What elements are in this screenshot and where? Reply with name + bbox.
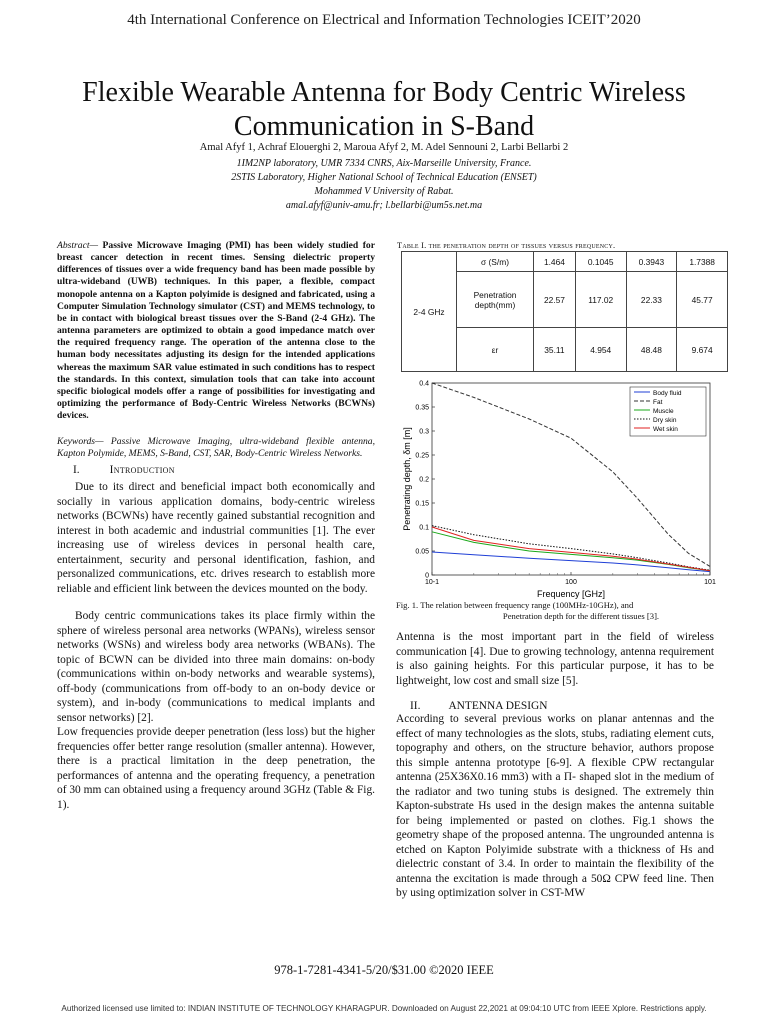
table-row	[402, 252, 728, 272]
value-cell: 9.674	[677, 328, 728, 372]
penetration-table	[401, 251, 728, 372]
x-tick-label: 10-1	[424, 579, 440, 586]
title-line-1: Flexible Wearable Antenna for Body Centric Wireless	[82, 77, 686, 108]
x-axis-label: Frequency [GHz]	[536, 589, 606, 599]
y-tick-label: 0.3	[419, 428, 429, 436]
y-tick-label: 0.4	[419, 380, 429, 388]
value-cell: 35.11	[534, 328, 576, 372]
table-caption: Table I. the penetration depth of tissues versus frequency.	[397, 241, 616, 250]
left-column	[57, 240, 375, 812]
intro-paragraph-1: Due to its direct and beneficial impact both economically and socially in various application domains, body-centric wireless networks (BCWNs) have recently gained substantial recognition and interest in both academic and industrial communities [1]. The ever increasing use of wireless devices in personal health care, entertainment, security and personal identification, fashion, and personalized communications, etc. drives research to establish more reliable and efficient link between the devices mounted on the body.	[57, 481, 375, 595]
antenna-design-paragraph: According to several previous works on planar antennas and the effect of many technologies as the slots, stubs, radiating element cuts, topography and others, on the structure behavior, authors propose this simple antenna prototype [6-9]. A flexible CPW rectangular antenna (25X36X0.16 mm3) with a Π- shaped slot in the medium of the radiator and two tuning stubs is designed. The extremely thin Kapton-substrate Hs used in the design makes the antenna suitable for being implemented or pasted on clothes. Fig.1 shows the geometry shape of the proposed antenna. The ungrounded antenna is etched on Kapton Polyimide substrate with a thickness of Hs and dielectric constant of 3.4. In order to maintain the flexibility of the antenna the excitation is made through a 50Ω CPW feed line. Then by using optimization solver in CST-MW	[396, 713, 714, 899]
value-cell: 22.57	[534, 272, 576, 328]
figure-caption-line-1: Fig. 1. The relation between frequency range (100MHz-10GHz), and	[396, 600, 634, 610]
section-number: I.	[73, 464, 80, 477]
introduction-body	[57, 480, 375, 812]
author-list: Amal Afyf 1, Achraf Elouerghi 2, Maroua Afyf 2, M. Adel Sennouni 2, Larbi Bellarbi 2	[199, 142, 569, 153]
intro-paragraph-3: Low frequencies provide deeper penetration (less loss) but the higher frequencies offer better range resolution (smaller antenna). However, there is a practical limitation in the deep penetration, the performances of antenna and the operating frequency, a penetration of 30 mm can obtained using a frequency around 3GHz (Table & Fig. 1).	[57, 726, 375, 811]
y-tick-label: 0.25	[415, 452, 429, 460]
penetration-depth-chart	[398, 377, 718, 609]
legend-label: Wet skin	[653, 426, 678, 433]
title-line-2: Communication in S-Band	[233, 111, 535, 142]
value-cell: 1.464	[534, 252, 576, 272]
x-tick-label: 101	[704, 579, 716, 586]
paper-title	[20, 76, 748, 144]
affiliation-2: 2STIS Laboratory, Higher National School of Technical Education (ENSET)	[231, 172, 537, 183]
section-number: II.	[410, 700, 421, 712]
right-column	[396, 630, 714, 901]
row-label-cell: Penetration depth(mm)	[457, 272, 534, 328]
affiliations	[0, 157, 768, 213]
section-heading-antenna-design	[396, 700, 714, 712]
value-cell: 0.3943	[626, 252, 677, 272]
section-title: Introduction	[109, 464, 175, 477]
license-footer: Authorized licensed use limited to: INDIAN INSTITUTE OF TECHNOLOGY KHARAGPUR. Downloaded on August 22,2021 at 09:04:10 UTC from IEEE Xplore. Restrictions apply.	[61, 1004, 707, 1013]
legend-label: Dry skin	[653, 417, 677, 424]
value-cell: 45.77	[677, 272, 728, 328]
row-label-cell: σ (S/m)	[457, 252, 534, 272]
abstract	[57, 240, 375, 422]
row-label-cell: εr	[457, 328, 534, 372]
y-axis-label: Penetrating depth, δm [m]	[402, 427, 412, 531]
legend-label: Fat	[653, 399, 663, 406]
figure-caption-line-2: Penetration depth for the different tissues [3].	[502, 611, 660, 621]
affiliation-1: 1IM2NP laboratory, UMR 7334 CNRS, Aix-Marseille University, France.	[236, 158, 532, 169]
abstract-label: Abstract—	[57, 240, 99, 251]
band-cell: 2-4 GHz	[402, 252, 457, 372]
abstract-text: Passive Microwave Imaging (PMI) has been widely studied for breast cancer detection in recent times. Sensing dielectric property differences of tissues over a wide frequency band has been made possible by ultra-wideband (UWB) techniques. In this paper, a flexible, compact monopole antenna on a Kapton polyimide is designed and fabricated, using a Computer Simulation Technology simulator (CST) and MEMS technology, to be in contact with biological breast tissues over the S-Band (2-4 GHz). The antenna parameters are optimized to obtain a good impedance match over the required frequency range. The operation of the antenna close to the human body necessitates adjusting its design for the intended applications whereas the maximum SAR value estimated in such conditions has to respect the standards. In this context, simulation tools that can take into account specific biological models offer a range of possibilities for investigating and optimizing the performance of Body-Centric Wireless Networks (BCWNs) devices.	[57, 240, 375, 422]
value-cell: 22.33	[626, 272, 677, 328]
author-emails: amal.afyf@univ-amu.fr; l.bellarbi@um5s.net.ma	[285, 200, 483, 211]
legend-label: Body fluid	[653, 390, 682, 397]
y-tick-label: 0.2	[419, 476, 429, 484]
section-title: ANTENNA DESIGN	[448, 700, 548, 712]
value-cell: 0.1045	[575, 252, 626, 272]
y-tick-label: 0.05	[415, 548, 429, 556]
isbn-line: 978-1-7281-4341-5/20/$31.00 ©2020 IEEE	[274, 963, 494, 977]
legend-label: Muscle	[653, 408, 674, 415]
y-tick-label: 0.35	[415, 404, 429, 412]
x-tick-label: 100	[565, 579, 577, 586]
keywords: Keywords— Passive Microwave Imaging, ultra-wideband flexible antenna, Kapton Polymide, MEMS, S-Band, CST, SAR, Body-Centric Wireless Networks.	[57, 436, 375, 460]
y-tick-label: 0.1	[419, 524, 429, 532]
figure-caption	[396, 600, 736, 622]
affiliation-3: Mohammed V University of Rabat.	[314, 186, 454, 197]
y-tick-label: 0	[425, 572, 429, 580]
value-cell: 117.02	[575, 272, 626, 328]
value-cell: 1.7388	[677, 252, 728, 272]
value-cell: 48.48	[626, 328, 677, 372]
intro-paragraph-2: Body centric communications takes its place firmly within the sphere of wireless personal area networks (WPANs), wireless sensor networks (WSNs) and wireless body area networks (WBANs). The topic of BCWN can be divided into three main domains: on-body (communications within on-body networks and wearable systems), off-body (communications from off-body to an on-body device or system), and in-body (communications to medical implants and sensor networks) [2].	[57, 610, 375, 724]
value-cell: 4.954	[575, 328, 626, 372]
conference-header: 4th International Conference on Electrical and Information Technologies ICEIT’2020	[127, 12, 641, 28]
section-heading-introduction	[57, 464, 375, 476]
y-tick-label: 0.15	[415, 500, 429, 508]
right-paragraph-1: Antenna is the most important part in the field of wireless communication [4]. Due to growing technology, antenna requirement is also gaining heights. For this particular purpose, it has to be lightweight, low cost and small size [5].	[396, 631, 714, 687]
